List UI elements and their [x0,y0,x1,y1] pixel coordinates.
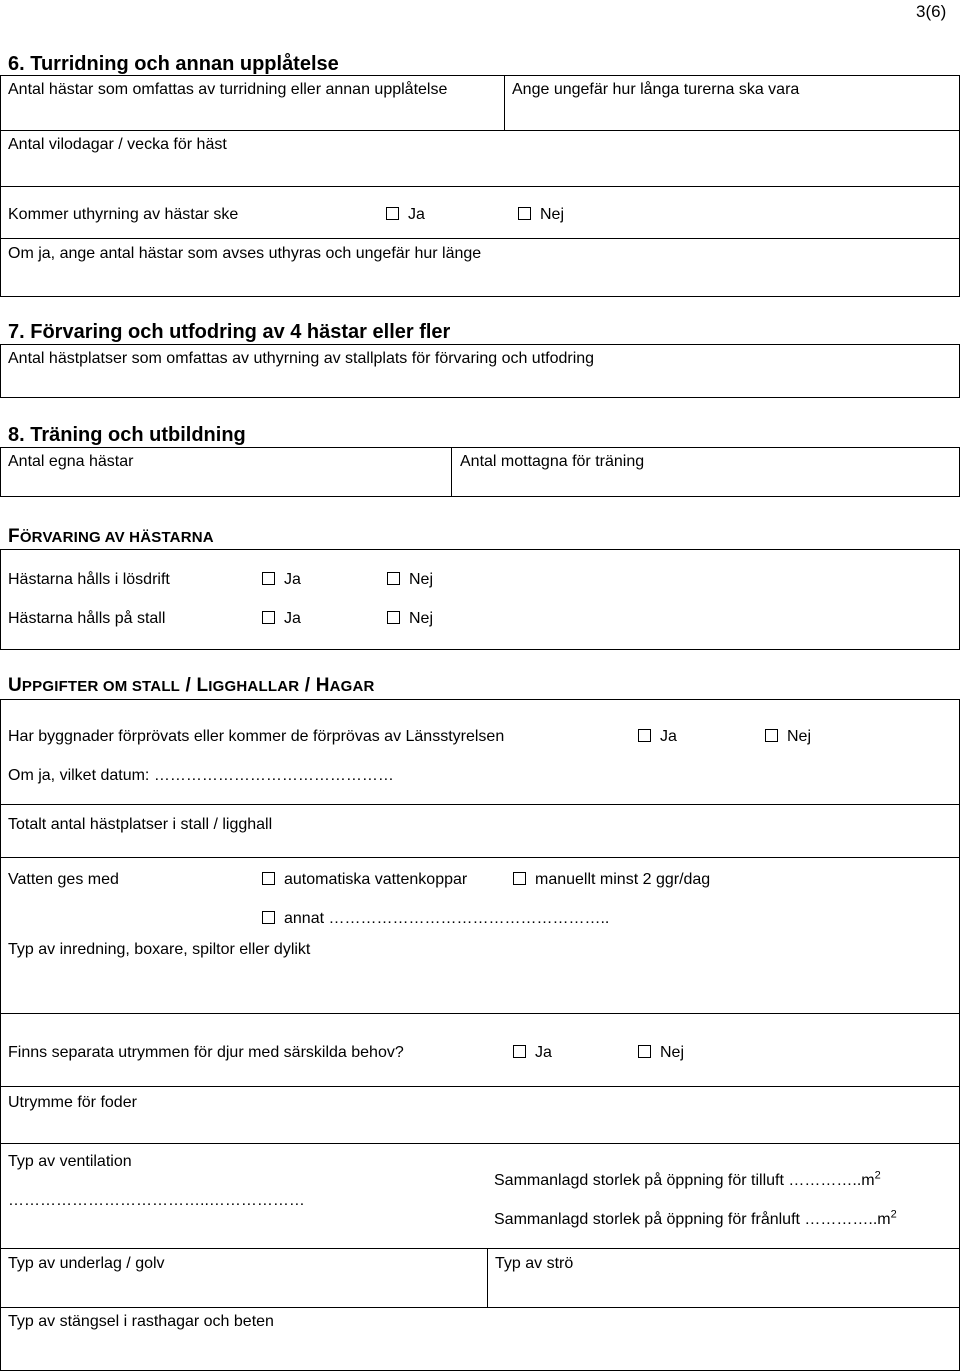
bedding-type-field[interactable]: Typ av strö [495,1255,574,1272]
stall-no-checkbox[interactable] [387,611,400,624]
stable-caption: UPPGIFTER OM STALL / LIGGHALLAR / HAGAR [8,675,375,696]
fence-type-field[interactable]: Typ av stängsel i rasthagar och beten [8,1313,274,1330]
floor-type-field[interactable]: Typ av underlag / golv [8,1255,165,1272]
water-auto-checkbox[interactable] [262,872,275,885]
water-manual-checkbox[interactable] [513,872,526,885]
loose-housing-label: Hästarna hålls i lösdrift [8,571,170,588]
buildings-question-label: Har byggnader förprövats eller kommer de förprövas av Länsstyrelsen [8,728,505,745]
special-rooms-no-label: Nej [660,1044,685,1061]
page-number: 3(6) [916,2,947,21]
buildings-no-checkbox[interactable] [765,729,778,742]
water-other-checkbox[interactable] [262,911,275,924]
ventilation-field[interactable]: ………………………………..……………… [8,1192,305,1209]
rental-question-label: Kommer uthyrning av hästar ske [8,206,239,223]
stall-housing-label: Hästarna hålls på stall [8,610,166,627]
water-label: Vatten ges med [8,871,119,888]
buildings-yes-checkbox[interactable] [638,729,651,742]
rental-details-field[interactable]: Om ja, ange antal hästar som avses uthyras och ungefär hur länge [8,245,482,262]
rental-no-checkbox[interactable] [518,207,531,220]
water-other-field[interactable]: annat …………………………………………….. [284,910,610,927]
stall-yes-label: Ja [284,610,301,627]
water-auto-label: automatiska vattenkoppar [284,871,468,888]
buildings-no-label: Nej [787,728,812,745]
loose-yes-label: Ja [284,571,301,588]
horses-count-field[interactable]: Antal hästar som omfattas av turridning eller annan upplåtelse [8,81,448,98]
water-manual-label: manuellt minst 2 ggr/dag [535,871,711,888]
own-horses-field[interactable]: Antal egna hästar [8,453,134,470]
section-6-title: 6. Turridning och annan upplåtelse [8,53,339,75]
approval-date-field[interactable]: Om ja, vilket datum: ……………………………………… [8,767,394,784]
outflow-field[interactable]: Sammanlagd storlek på öppning för frånluft $\dots\dots\dots\dots..m^2$ [494,1208,897,1228]
rest-days-field[interactable]: Antal vilodagar / vecka för häst [8,136,227,153]
interior-field[interactable]: Typ av inredning, boxare, spiltor eller dylikt [8,941,311,958]
storage-caption: FÖRVARING AV HÄSTARNA [8,526,214,547]
loose-no-checkbox[interactable] [387,572,400,585]
tour-length-field[interactable]: Ange ungefär hur långa turerna ska vara [512,81,800,98]
storage-frame [0,549,960,650]
rental-yes-checkbox[interactable] [386,207,399,220]
stall-no-label: Nej [409,610,434,627]
buildings-yes-label: Ja [660,728,677,745]
loose-no-label: Nej [409,571,434,588]
section-7-title: 7. Förvaring och utfodring av 4 hästar eller fler [8,321,451,343]
special-rooms-yes-label: Ja [535,1044,552,1061]
stall-yes-checkbox[interactable] [262,611,275,624]
special-rooms-label: Finns separata utrymmen för djur med särskilda behov? [8,1044,404,1061]
special-rooms-yes-checkbox[interactable] [513,1045,526,1058]
rental-no-label: Nej [540,206,565,223]
ventilation-label: Typ av ventilation [8,1153,132,1170]
rental-yes-label: Ja [408,206,425,223]
special-rooms-no-checkbox[interactable] [638,1045,651,1058]
total-places-field[interactable]: Totalt antal hästplatser i stall / ligghall [8,816,273,833]
stall-places-field[interactable]: Antal hästplatser som omfattas av uthyrning av stallplats för förvaring och utfodring [8,350,595,367]
loose-yes-checkbox[interactable] [262,572,275,585]
inflow-field[interactable]: Sammanlagd storlek på öppning för tilluft $\dots\dots\dots\dots..m^2$ [494,1169,881,1189]
training-horses-field[interactable]: Antal mottagna för träning [460,453,645,470]
feed-storage-field[interactable]: Utrymme för foder [8,1094,137,1111]
section-8-title: 8. Träning och utbildning [8,424,246,446]
